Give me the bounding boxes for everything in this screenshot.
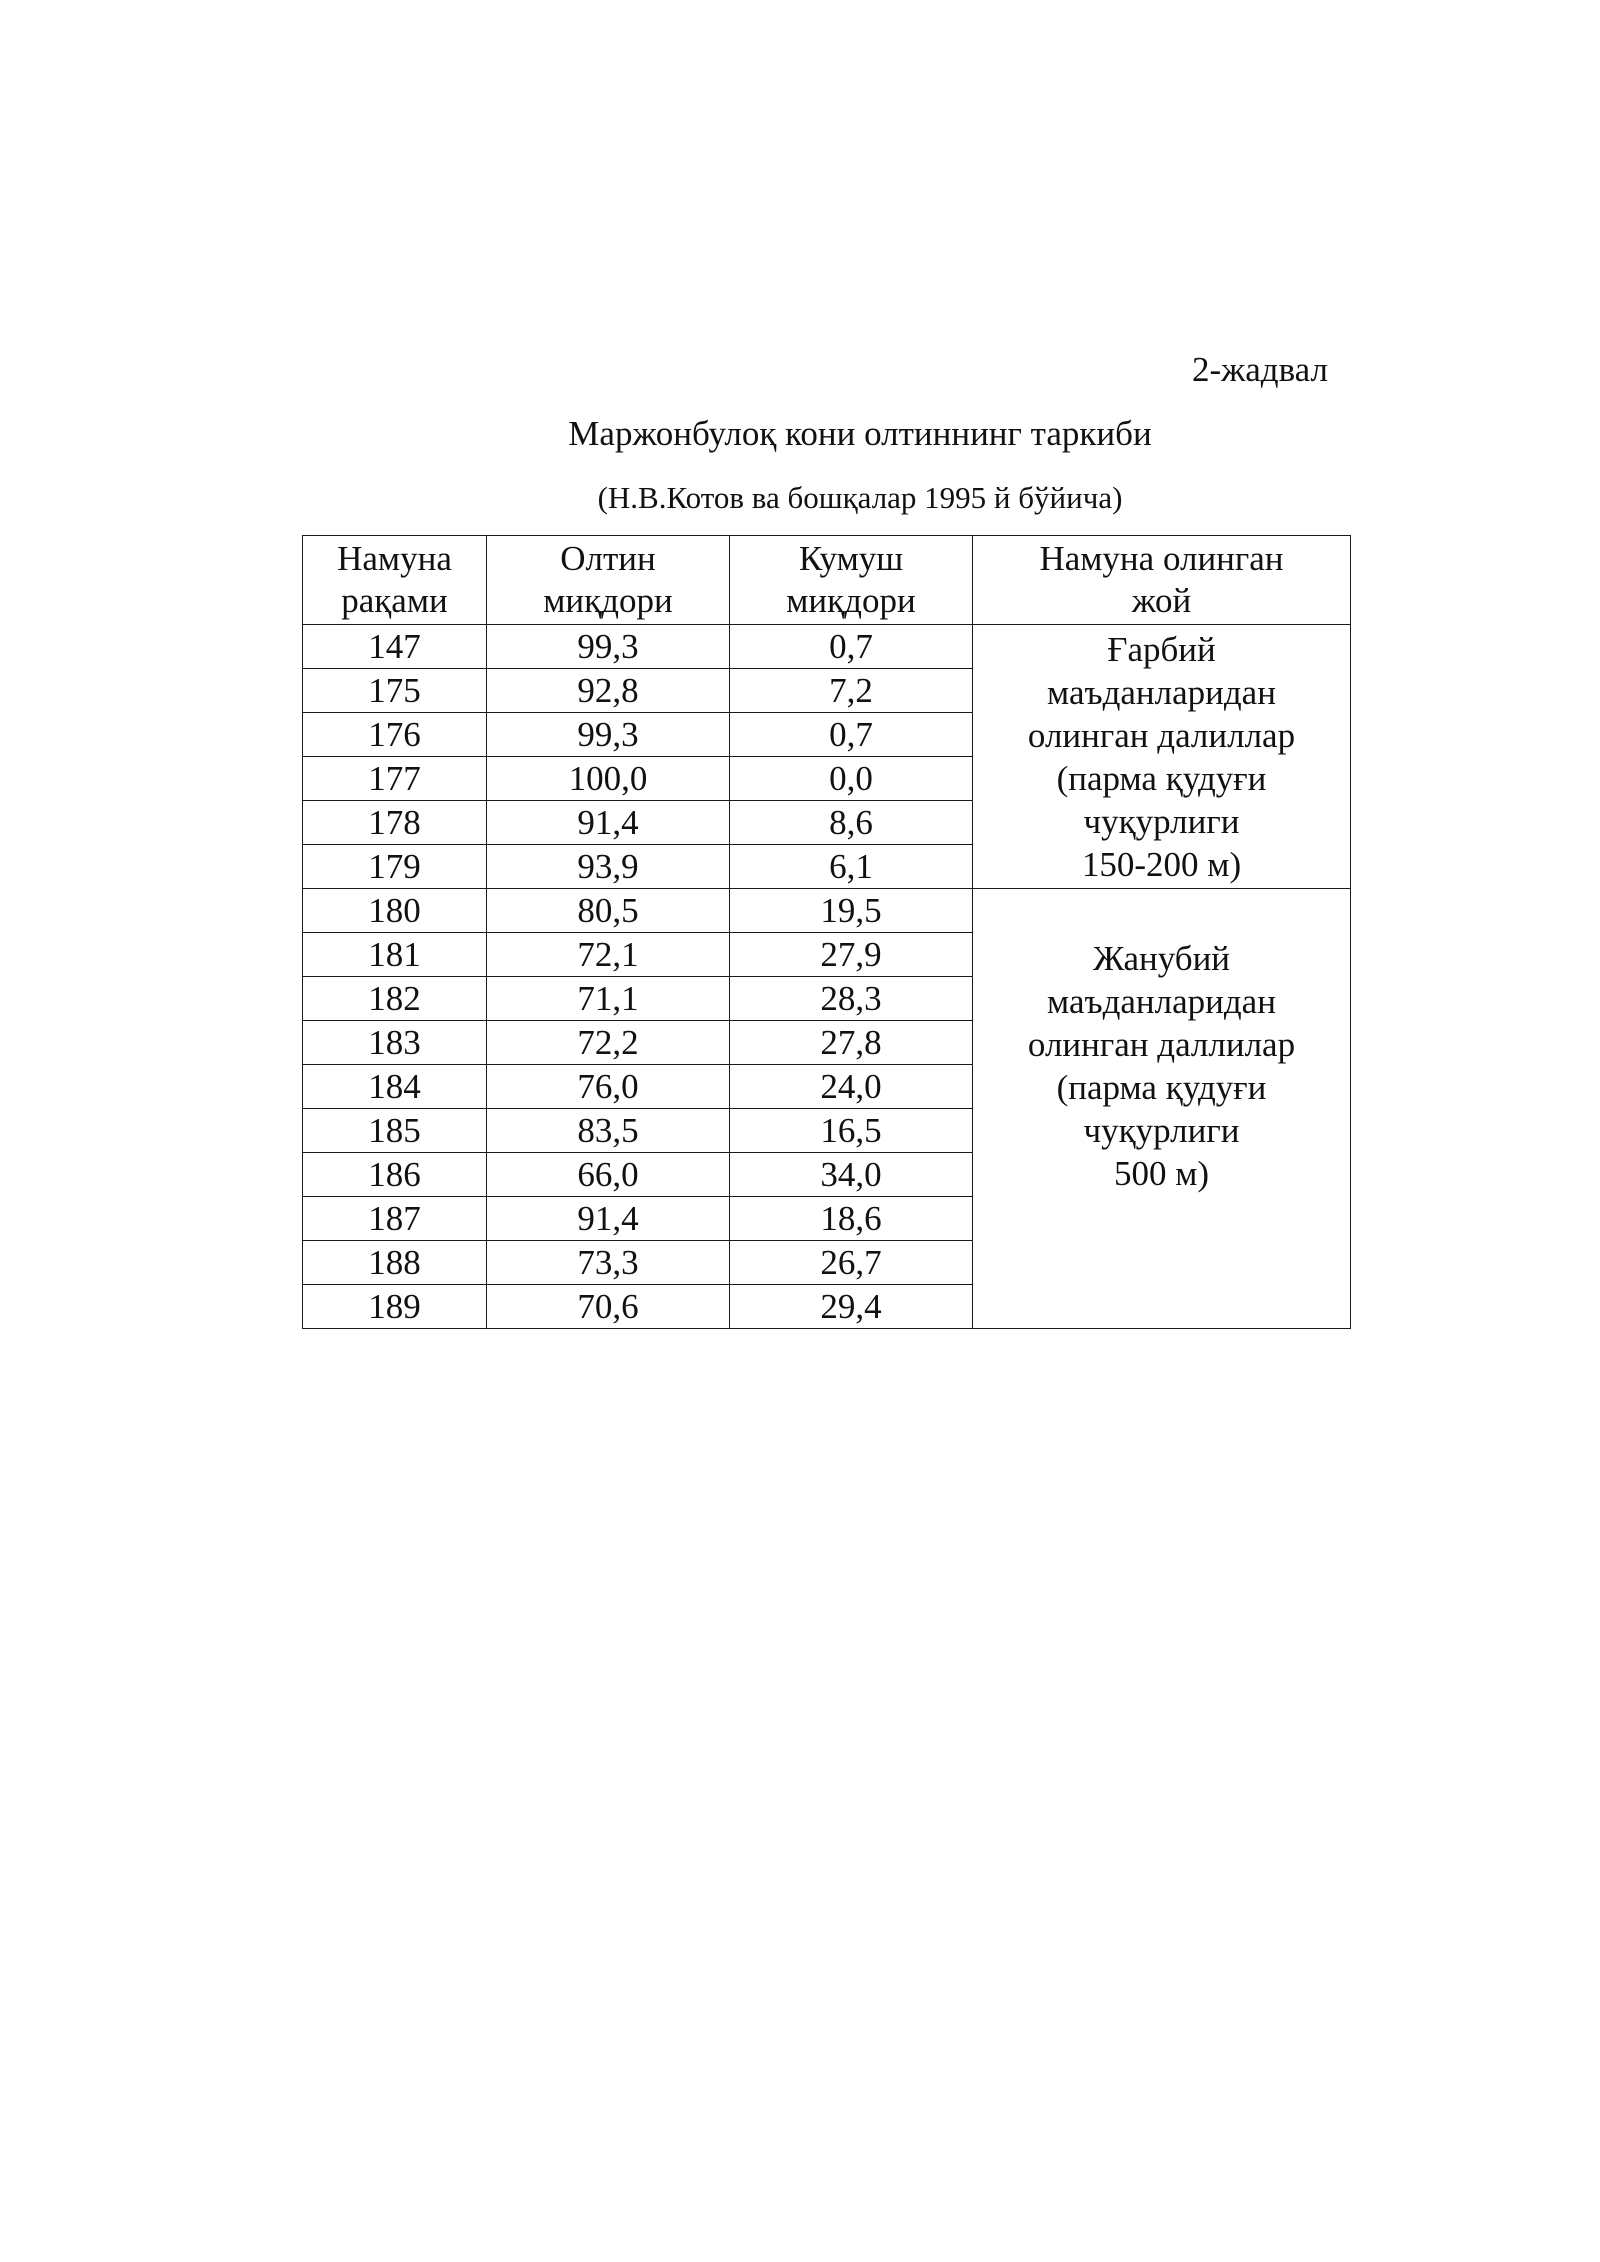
sample-number-cell: 178: [303, 801, 487, 845]
sample-number-cell: 179: [303, 845, 487, 889]
table-row: [303, 625, 1351, 669]
silver-amount-cell: 28,3: [730, 977, 973, 1021]
sample-number-cell: 177: [303, 757, 487, 801]
gold-amount-cell: 99,3: [487, 625, 730, 669]
location-text-line: олинган далиллар: [1027, 715, 1296, 755]
header-sample-location: Намуна олинган жой: [973, 536, 1351, 625]
location-text-line: чуқурлиги: [1083, 801, 1240, 841]
location-text-line: 500 м): [1113, 1154, 1210, 1193]
silver-amount-cell: 7,2: [730, 669, 973, 713]
gold-amount-cell: 72,1: [487, 933, 730, 977]
silver-amount-cell: 8,6: [730, 801, 973, 845]
location-text-line: Ғарбий: [1107, 629, 1216, 669]
silver-amount-cell: 27,8: [730, 1021, 973, 1065]
table-subtitle: (Н.В.Котов ва бошқалар 1995 й бўйича): [597, 480, 1123, 515]
silver-amount-cell: 29,4: [730, 1285, 973, 1329]
sample-number-cell: 186: [303, 1153, 487, 1197]
silver-amount-cell: 18,6: [730, 1197, 973, 1241]
gold-amount-cell: 80,5: [487, 889, 730, 933]
silver-amount-cell: 0,0: [730, 757, 973, 801]
table-row: [303, 889, 1351, 933]
silver-amount-cell: 0,7: [730, 625, 973, 669]
location-text-line: маъданларидан: [1047, 982, 1276, 1021]
silver-amount-cell: 16,5: [730, 1109, 973, 1153]
location-text-line: (парма қудуғи: [1056, 758, 1267, 798]
location-text-line: (парма қудуғи: [1056, 1068, 1267, 1107]
gold-amount-cell: 73,3: [487, 1241, 730, 1285]
gold-composition-table: [302, 535, 1351, 1329]
location-south-cell: [973, 889, 1351, 1329]
gold-amount-cell: 71,1: [487, 977, 730, 1021]
location-text-line: чуқурлиги: [1083, 1111, 1240, 1150]
header-silver-amount: Кумуш миқдори: [730, 536, 973, 625]
sample-number-cell: 175: [303, 669, 487, 713]
gold-amount-cell: 93,9: [487, 845, 730, 889]
header-gold-amount: Олтин миқдори: [487, 536, 730, 625]
silver-amount-cell: 26,7: [730, 1241, 973, 1285]
table-title: Маржонбулоқ кони олтиннинг таркиби: [568, 414, 1152, 453]
sample-number-cell: 176: [303, 713, 487, 757]
sample-number-cell: 185: [303, 1109, 487, 1153]
gold-amount-cell: 83,5: [487, 1109, 730, 1153]
gold-amount-cell: 72,2: [487, 1021, 730, 1065]
gold-amount-cell: 99,3: [487, 713, 730, 757]
location-text-line: 150-200 м): [1081, 844, 1242, 884]
sample-number-cell: 183: [303, 1021, 487, 1065]
sample-number-cell: 180: [303, 889, 487, 933]
sample-number-cell: 189: [303, 1285, 487, 1329]
table-body: [303, 625, 1351, 1329]
header-sample-number: Намуна рақами: [303, 536, 487, 625]
sample-number-cell: 181: [303, 933, 487, 977]
silver-amount-cell: 27,9: [730, 933, 973, 977]
sample-number-cell: 147: [303, 625, 487, 669]
table-header-row: [303, 536, 1351, 625]
gold-amount-cell: 70,6: [487, 1285, 730, 1329]
table-number-label: 2-жадвал: [1191, 350, 1328, 389]
location-text-line: Жанубий: [1092, 939, 1231, 978]
location-west-cell: [973, 625, 1351, 889]
silver-amount-cell: 6,1: [730, 845, 973, 889]
sample-number-cell: 184: [303, 1065, 487, 1109]
location-text-line: маъданларидан: [1047, 672, 1276, 712]
sample-number-cell: 187: [303, 1197, 487, 1241]
location-text-line: олинган даллилар: [1027, 1025, 1296, 1064]
gold-amount-cell: 92,8: [487, 669, 730, 713]
silver-amount-cell: 0,7: [730, 713, 973, 757]
silver-amount-cell: 19,5: [730, 889, 973, 933]
sample-number-cell: 182: [303, 977, 487, 1021]
gold-amount-cell: 91,4: [487, 1197, 730, 1241]
gold-amount-cell: 91,4: [487, 801, 730, 845]
gold-amount-cell: 76,0: [487, 1065, 730, 1109]
silver-amount-cell: 24,0: [730, 1065, 973, 1109]
gold-amount-cell: 100,0: [487, 757, 730, 801]
sample-number-cell: 188: [303, 1241, 487, 1285]
gold-amount-cell: 66,0: [487, 1153, 730, 1197]
silver-amount-cell: 34,0: [730, 1153, 973, 1197]
